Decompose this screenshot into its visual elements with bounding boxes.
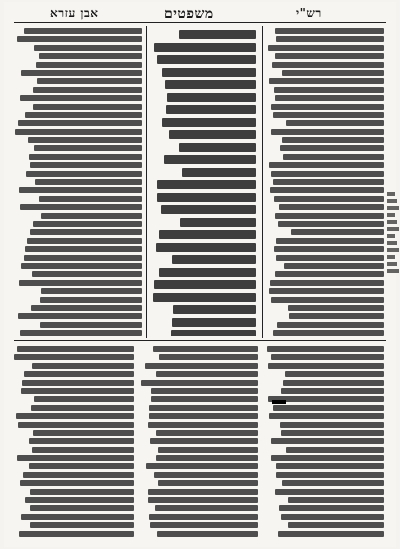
text-line [286,447,384,453]
text-line [154,472,258,478]
text-line [41,213,142,219]
text-line [272,62,384,68]
text-line [23,472,134,478]
text-line [33,87,142,93]
text-line [14,354,134,360]
text-line [33,104,142,110]
text-line [149,413,258,419]
text-line [27,238,142,244]
text-line [21,70,142,76]
text-line [179,30,256,39]
text-line [18,313,142,319]
text-line [271,455,384,461]
text-line [165,80,256,89]
text-line [158,480,258,486]
bottom-commentary-left [14,346,134,542]
text-line [34,145,142,151]
mid-page-rule [14,340,386,341]
text-line [274,246,384,252]
text-line [161,205,256,214]
marginal-line [387,255,395,259]
text-line [35,179,142,185]
text-line [276,255,384,261]
marginal-line [387,262,397,266]
text-line [17,346,134,352]
text-line [149,514,258,520]
text-line [34,396,134,402]
text-line [154,43,256,52]
text-line [273,112,384,118]
text-line [30,489,134,495]
text-line [172,318,256,327]
text-line [156,371,258,377]
text-line [275,95,384,101]
text-line [273,179,384,185]
text-line [279,204,384,210]
text-line [281,388,384,394]
text-line [30,229,142,235]
torah-text-column [152,30,256,336]
text-line [36,62,142,68]
text-line [271,171,384,177]
text-line [19,280,142,286]
text-line [37,78,142,84]
text-line [16,413,134,419]
text-line [30,505,134,511]
ink-mark [272,400,286,404]
text-line [288,305,384,311]
text-line [21,263,142,269]
text-line [269,288,384,294]
text-line [150,522,258,528]
text-line [148,497,258,503]
column-divider-right [262,26,263,338]
text-line [275,213,384,219]
text-line [141,380,258,386]
text-line [275,28,384,34]
text-line [284,263,384,269]
text-line [270,187,384,193]
marginal-line [387,227,399,231]
text-line [24,371,134,377]
text-line [41,288,142,294]
marginal-line [387,248,399,252]
text-line [278,531,384,537]
text-line [18,120,142,126]
text-line [276,472,384,478]
page-paper [4,2,396,547]
text-line [20,95,142,101]
text-line [283,154,384,160]
text-line [281,514,384,520]
text-line [33,430,134,436]
text-line [285,371,384,377]
text-line [279,505,384,511]
text-line [169,130,256,139]
text-line [276,463,384,469]
text-line [149,405,258,411]
text-line [283,380,384,386]
text-line [22,380,134,386]
text-line [271,129,384,135]
marginal-line [387,199,397,203]
text-line [278,221,384,227]
text-line [148,422,258,428]
text-line [17,455,134,461]
text-line [282,137,384,143]
header-ibn-ezra: אבן עזרא [50,6,99,20]
text-line [24,255,142,261]
text-line [280,145,384,151]
text-line [270,280,384,286]
text-line [24,28,142,34]
text-line [31,305,142,311]
text-line [291,229,384,235]
text-line [157,531,258,537]
text-line [32,447,134,453]
marginal-line [387,220,397,224]
text-line [21,514,134,520]
text-line [157,55,256,64]
text-line [275,271,384,277]
text-line [25,246,142,252]
text-line [145,363,258,369]
text-line [151,396,258,402]
text-line [173,305,256,314]
text-line [271,104,384,110]
text-line [29,438,134,444]
text-line [28,137,142,143]
text-line [20,330,142,336]
text-line [162,68,256,77]
text-line [281,430,384,436]
text-line [25,112,142,118]
text-line [159,354,258,360]
text-line [33,221,142,227]
text-line [162,118,256,127]
text-line [25,497,134,503]
text-line [32,363,134,369]
text-line [32,271,142,277]
header-parsha: משפטים [164,6,214,22]
text-line [164,155,256,164]
header-rule [14,22,386,23]
text-line [30,522,134,528]
text-line [269,413,384,419]
bottom-commentary-right [264,346,384,542]
text-line [19,531,134,537]
text-line [156,430,258,436]
text-line [180,218,256,227]
text-line [21,388,134,394]
text-line [269,162,384,168]
text-line [30,162,142,168]
text-line [275,53,384,59]
text-line [20,204,142,210]
text-line [271,297,384,303]
text-line [157,193,256,202]
text-line [40,322,142,328]
text-line [179,143,256,152]
text-line [157,180,256,189]
text-line [158,447,258,453]
text-line [153,346,258,352]
text-line [155,505,258,511]
ibn-ezra-column [14,28,142,338]
text-line [26,171,142,177]
text-line [151,388,258,394]
text-line [286,120,384,126]
text-line [282,70,384,76]
marginal-line [387,206,399,210]
text-line [171,330,256,336]
text-line [159,230,256,239]
text-line [276,36,384,42]
text-line [39,53,142,59]
text-line [268,363,384,369]
text-line [273,330,384,336]
text-line [20,480,134,486]
marginal-line [387,234,395,238]
text-line [276,238,384,244]
text-line [40,297,142,303]
header-rashi: רש"י [296,6,322,20]
text-line [156,455,258,461]
text-line [156,243,256,252]
text-line [277,322,384,328]
text-line [271,438,384,444]
text-line [167,93,256,102]
text-line [34,45,142,51]
text-line [271,354,384,360]
column-divider-left [146,26,147,338]
bottom-commentary-middle [140,346,258,542]
text-line [288,522,384,528]
marginal-line [387,269,399,273]
text-line [274,196,384,202]
text-line [268,45,384,51]
text-line [275,489,384,495]
text-line [182,168,256,177]
text-line [280,422,384,428]
text-line [159,268,256,277]
text-line [39,196,142,202]
text-line [269,78,384,84]
text-line [29,154,142,160]
text-line [29,463,134,469]
text-line [288,497,384,503]
text-line [153,293,256,302]
text-line [282,480,384,486]
text-line [166,105,256,114]
rashi-column [268,28,384,338]
text-line [154,280,256,289]
marginal-line [387,241,397,245]
text-line [148,489,258,495]
text-line [19,187,142,193]
text-line [146,463,258,469]
text-line [17,36,142,42]
text-line [273,405,384,411]
text-line [267,346,384,352]
text-line [31,405,134,411]
text-line [18,422,134,428]
text-line [15,129,142,135]
text-line [172,255,256,264]
marginal-note [387,192,400,282]
marginal-line [387,213,395,217]
text-line [150,438,258,444]
text-line [274,87,384,93]
marginal-line [387,192,395,196]
text-line [289,313,384,319]
